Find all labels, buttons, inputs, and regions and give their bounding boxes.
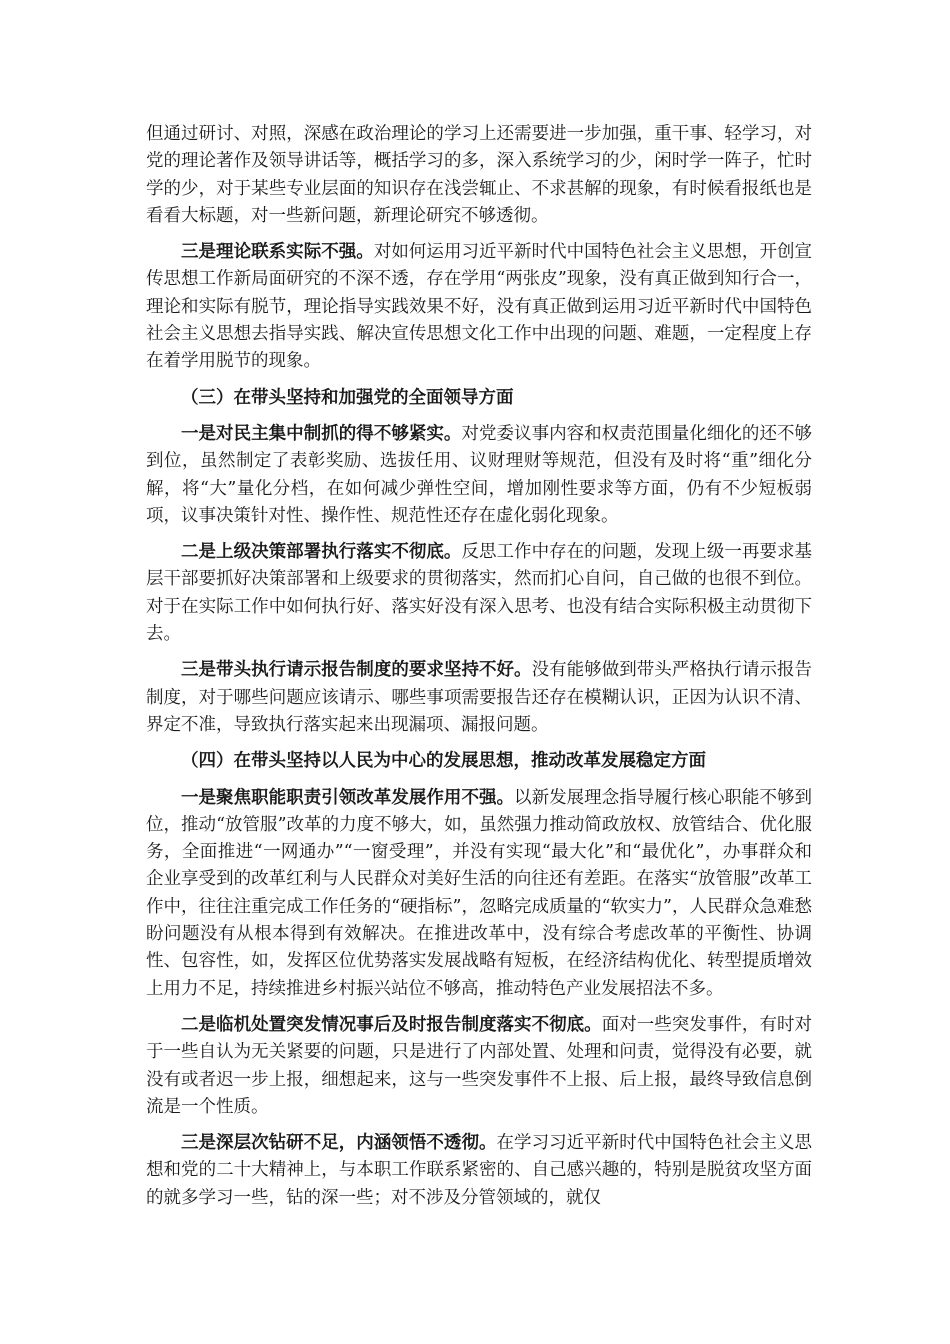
- paragraph-text: 对如何运用习近平新时代中国特色社会主义思想，开创宣传思想工作新局面研究的不深不透，存在学用“两张皮”现象，没有真正做到知行合一，理论和实际有脱节，理论指导实践效果不好，没有真正做到运用习近平新时代中国特色社会主义思想去指导实践、解决宣传思想文化工作中出现的问题、难题，一定程度上存在着学用脱节的现象。: [146, 242, 813, 372]
- paragraph-reform: [146, 785, 812, 1003]
- paragraph-lead: 二是临机处置突发情况事后及时报告制度落实不彻底。: [181, 1014, 602, 1035]
- paragraph-lead: 一是聚焦职能职责引领改革发展作用不强。: [181, 787, 515, 808]
- paragraph-continuation: [146, 121, 812, 230]
- paragraph-text: 以新发展理念指导履行核心职能不够到位，推动“放管服”改革的力度不够大，如，虽然强力推动简政放权、放管结合、优化服务，全面推进“一网通办”“一窗受理”，并没有实现“最大化”和“最优化”，办事群众和企业享受到的改革红利与人民群众对美好生活的向往还有差距。在落实“放管服”改革工作中，往往注重完成工作任务的“硬指标”，忽略完成质量的“软实力”，人民群众急难愁盼问题没有从根本得到有效解决。在推进改革中，没有综合考虑改革的平衡性、协调性、包容性，如，发挥区位优势落实发展战略有短板，在经济结构优化、转型提质增效上用力不足，持续推进乡村振兴站位不够高，推动特色产业发展招法不多。: [146, 787, 813, 999]
- paragraph-lead: 三是带头执行请示报告制度的要求坚持不好。: [181, 660, 532, 681]
- paragraph-lead: 二是上级决策部署执行落实不彻底。: [181, 542, 462, 563]
- paragraph-theory-practice: [146, 239, 812, 375]
- document-body: [146, 121, 812, 1212]
- section-heading-3: （三）在带头坚持和加强党的全面领导方面: [181, 387, 514, 408]
- paragraph-text: 对党委议事内容和权责范围量化细化的还不够到位，虽然制定了表彰奖励、选拔任用、议财理财等规范，但没有及时将“重”细化分解，将“大”量化分档，在如何减少弹性空间，增加刚性要求等方面，仍有不少短板弱项，议事决策针对性、操作性、规范性还存在虚化弱化现象。: [146, 423, 813, 526]
- paragraph-text: 但通过研讨、对照，深感在政治理论的学习上还需要进一步加强，重干事、轻学习，对党的理论著作及领导讲话等，概括学习的多，深入系统学习的少，闲时学一阵子，忙时学的少，对于某些专业层面的知识存在浅尝辄止、不求甚解的现象，有时候看报纸也是看看大标题，对一些新问题，新理论研究不够透彻。: [146, 124, 812, 226]
- paragraph-lead: 一是对民主集中制抓的得不够紧实。: [181, 423, 462, 444]
- paragraph-emergency: [146, 1012, 812, 1121]
- paragraph-study: [146, 1130, 812, 1212]
- section-heading-4: （四）在带头坚持以人民为中心的发展思想，推动改革发展稳定方面: [181, 751, 706, 772]
- paragraph-text: 在学习习近平新时代中国特色社会主义思想和党的二十大精神上，与本职工作联系紧密的、自己感兴趣的，特别是脱贫攻坚方面的就多学习一些，钻的深一些；对不涉及分管领域的，就仅: [146, 1133, 813, 1208]
- paragraph-text: 反思工作中存在的问题，发现上级一再要求基层干部要抓好决策部署和上级要求的贯彻落实，然而扪心自问，自己做的也很不到位。对于在实际工作中如何执行好、落实好没有深入思考、也没有结合实际积极主动贯彻下去。: [146, 542, 813, 645]
- paragraph-lead: 三是深层次钻研不足，内涵领悟不透彻。: [181, 1133, 497, 1154]
- paragraph-democratic-centralism: [146, 421, 812, 530]
- paragraph-text: 没有能够做到带头严格执行请示报告制度，对于哪些问题应该请示、哪些事项需要报告还存在模糊认识，正因为认识不清、界定不准，导致执行落实起来出现漏项、漏报问题。: [146, 660, 813, 735]
- paragraph-lead: 三是理论联系实际不强。: [181, 242, 374, 263]
- paragraph-reporting: [146, 657, 812, 739]
- paragraph-execution: [146, 539, 812, 648]
- paragraph-text: 面对一些突发事件，有时对于一些自认为无关紧要的问题，只是进行了内部处置、处理和问责，觉得没有必要，就没有或者迟一步上报，细想起来，这与一些突发事件不上报、后上报，最终导致信息倒流是一个性质。: [146, 1014, 813, 1117]
